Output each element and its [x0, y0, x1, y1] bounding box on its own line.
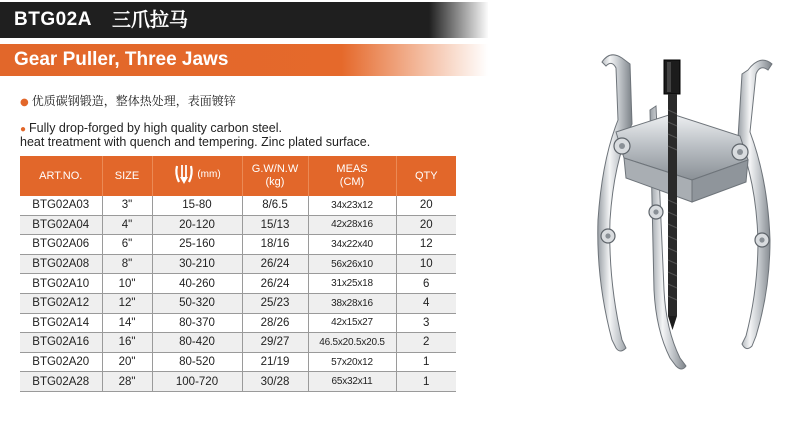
- cell-weight: 26/24: [242, 274, 308, 294]
- cell-size: 8": [102, 254, 152, 274]
- spec-table: [20, 156, 456, 392]
- cell-weight: 8/6.5: [242, 196, 308, 215]
- cell-span: 100-720: [152, 372, 242, 392]
- cell-art-no: BTG02A14: [20, 313, 102, 333]
- cell-meas: 57x20x12: [308, 352, 396, 372]
- cell-span: 40-260: [152, 274, 242, 294]
- cell-meas: 42x15x27: [308, 313, 396, 333]
- description-english-2: heat treatment with quench and tempering. Zinc plated surface.: [20, 135, 371, 149]
- cell-qty: 3: [396, 313, 456, 333]
- cell-qty: 20: [396, 215, 456, 235]
- cell-qty: 12: [396, 235, 456, 255]
- cell-size: 28": [102, 372, 152, 392]
- cell-size: 10": [102, 274, 152, 294]
- cell-art-no: BTG02A28: [20, 372, 102, 392]
- table-row: [20, 254, 456, 274]
- gear-puller-illustration: [560, 40, 800, 390]
- cell-art-no: BTG02A08: [20, 254, 102, 274]
- cell-meas: 42x28x16: [308, 215, 396, 235]
- cell-qty: 1: [396, 352, 456, 372]
- table-row: [20, 372, 456, 392]
- cell-size: 4": [102, 215, 152, 235]
- cell-qty: 20: [396, 196, 456, 215]
- table-row: [20, 235, 456, 255]
- cell-art-no: BTG02A06: [20, 235, 102, 255]
- product-code: BTG02A: [14, 9, 92, 30]
- table-header-row: [20, 156, 456, 196]
- cell-meas: 31x25x18: [308, 274, 396, 294]
- cell-weight: 15/13: [242, 215, 308, 235]
- cell-span: 80-520: [152, 352, 242, 372]
- cell-art-no: BTG02A12: [20, 293, 102, 313]
- cell-qty: 10: [396, 254, 456, 274]
- cell-span: 80-420: [152, 333, 242, 353]
- table-row: [20, 196, 456, 215]
- cell-meas: 34x23x12: [308, 196, 396, 215]
- cell-size: 3": [102, 196, 152, 215]
- table-row: [20, 215, 456, 235]
- description-english-1: ● Fully drop-forged by high quality carbon steel.: [20, 121, 282, 135]
- cell-weight: 29/27: [242, 333, 308, 353]
- cell-qty: 4: [396, 293, 456, 313]
- cell-span: 20-120: [152, 215, 242, 235]
- product-title: Gear Puller, Three Jaws: [14, 49, 229, 70]
- cell-weight: 30/28: [242, 372, 308, 392]
- span-unit: (mm): [197, 168, 221, 180]
- cell-weight: 26/24: [242, 254, 308, 274]
- cell-qty: 1: [396, 372, 456, 392]
- cell-span: 30-210: [152, 254, 242, 274]
- cell-size: 12": [102, 293, 152, 313]
- cell-meas: 56x26x10: [308, 254, 396, 274]
- cell-qty: 2: [396, 333, 456, 353]
- cell-size: 14": [102, 313, 152, 333]
- cell-meas: 34x22x40: [308, 235, 396, 255]
- cell-span: 50-320: [152, 293, 242, 313]
- bullet-icon: ●: [20, 124, 27, 135]
- col-header-meas: MEAS (CM): [308, 156, 396, 196]
- jaw-span-icon: [173, 163, 195, 185]
- col-header-weight: G.W/N.W (kg): [242, 156, 308, 196]
- cell-art-no: BTG02A20: [20, 352, 102, 372]
- cell-weight: 21/19: [242, 352, 308, 372]
- table-row: [20, 352, 456, 372]
- cell-span: 25-160: [152, 235, 242, 255]
- col-header-span: [152, 156, 242, 196]
- cell-art-no: BTG02A16: [20, 333, 102, 353]
- col-header-qty: QTY: [396, 156, 456, 196]
- cell-size: 20": [102, 352, 152, 372]
- cell-weight: 18/16: [242, 235, 308, 255]
- col-header-size: SIZE: [102, 156, 152, 196]
- cell-meas: 46.5x20.5x20.5: [308, 333, 396, 353]
- cell-size: 6": [102, 235, 152, 255]
- cell-meas: 38x28x16: [308, 293, 396, 313]
- col-header-art-no: ART.NO.: [20, 156, 102, 196]
- cell-art-no: BTG02A04: [20, 215, 102, 235]
- description-chinese: ● 优质碳钢锻造，整体热处理，表面镀锌: [20, 94, 236, 108]
- cell-weight: 25/23: [242, 293, 308, 313]
- cell-meas: 65x32x11: [308, 372, 396, 392]
- cell-art-no: BTG02A03: [20, 196, 102, 215]
- product-chinese-name: 三爪拉马: [112, 9, 189, 31]
- cell-weight: 28/26: [242, 313, 308, 333]
- table-row: [20, 313, 456, 333]
- table-row: [20, 333, 456, 353]
- cell-span: 15-80: [152, 196, 242, 215]
- table-row: [20, 293, 456, 313]
- cell-span: 80-370: [152, 313, 242, 333]
- cell-art-no: BTG02A10: [20, 274, 102, 294]
- cell-size: 16": [102, 333, 152, 353]
- bullet-icon: ●: [20, 97, 29, 108]
- cell-qty: 6: [396, 274, 456, 294]
- table-row: [20, 274, 456, 294]
